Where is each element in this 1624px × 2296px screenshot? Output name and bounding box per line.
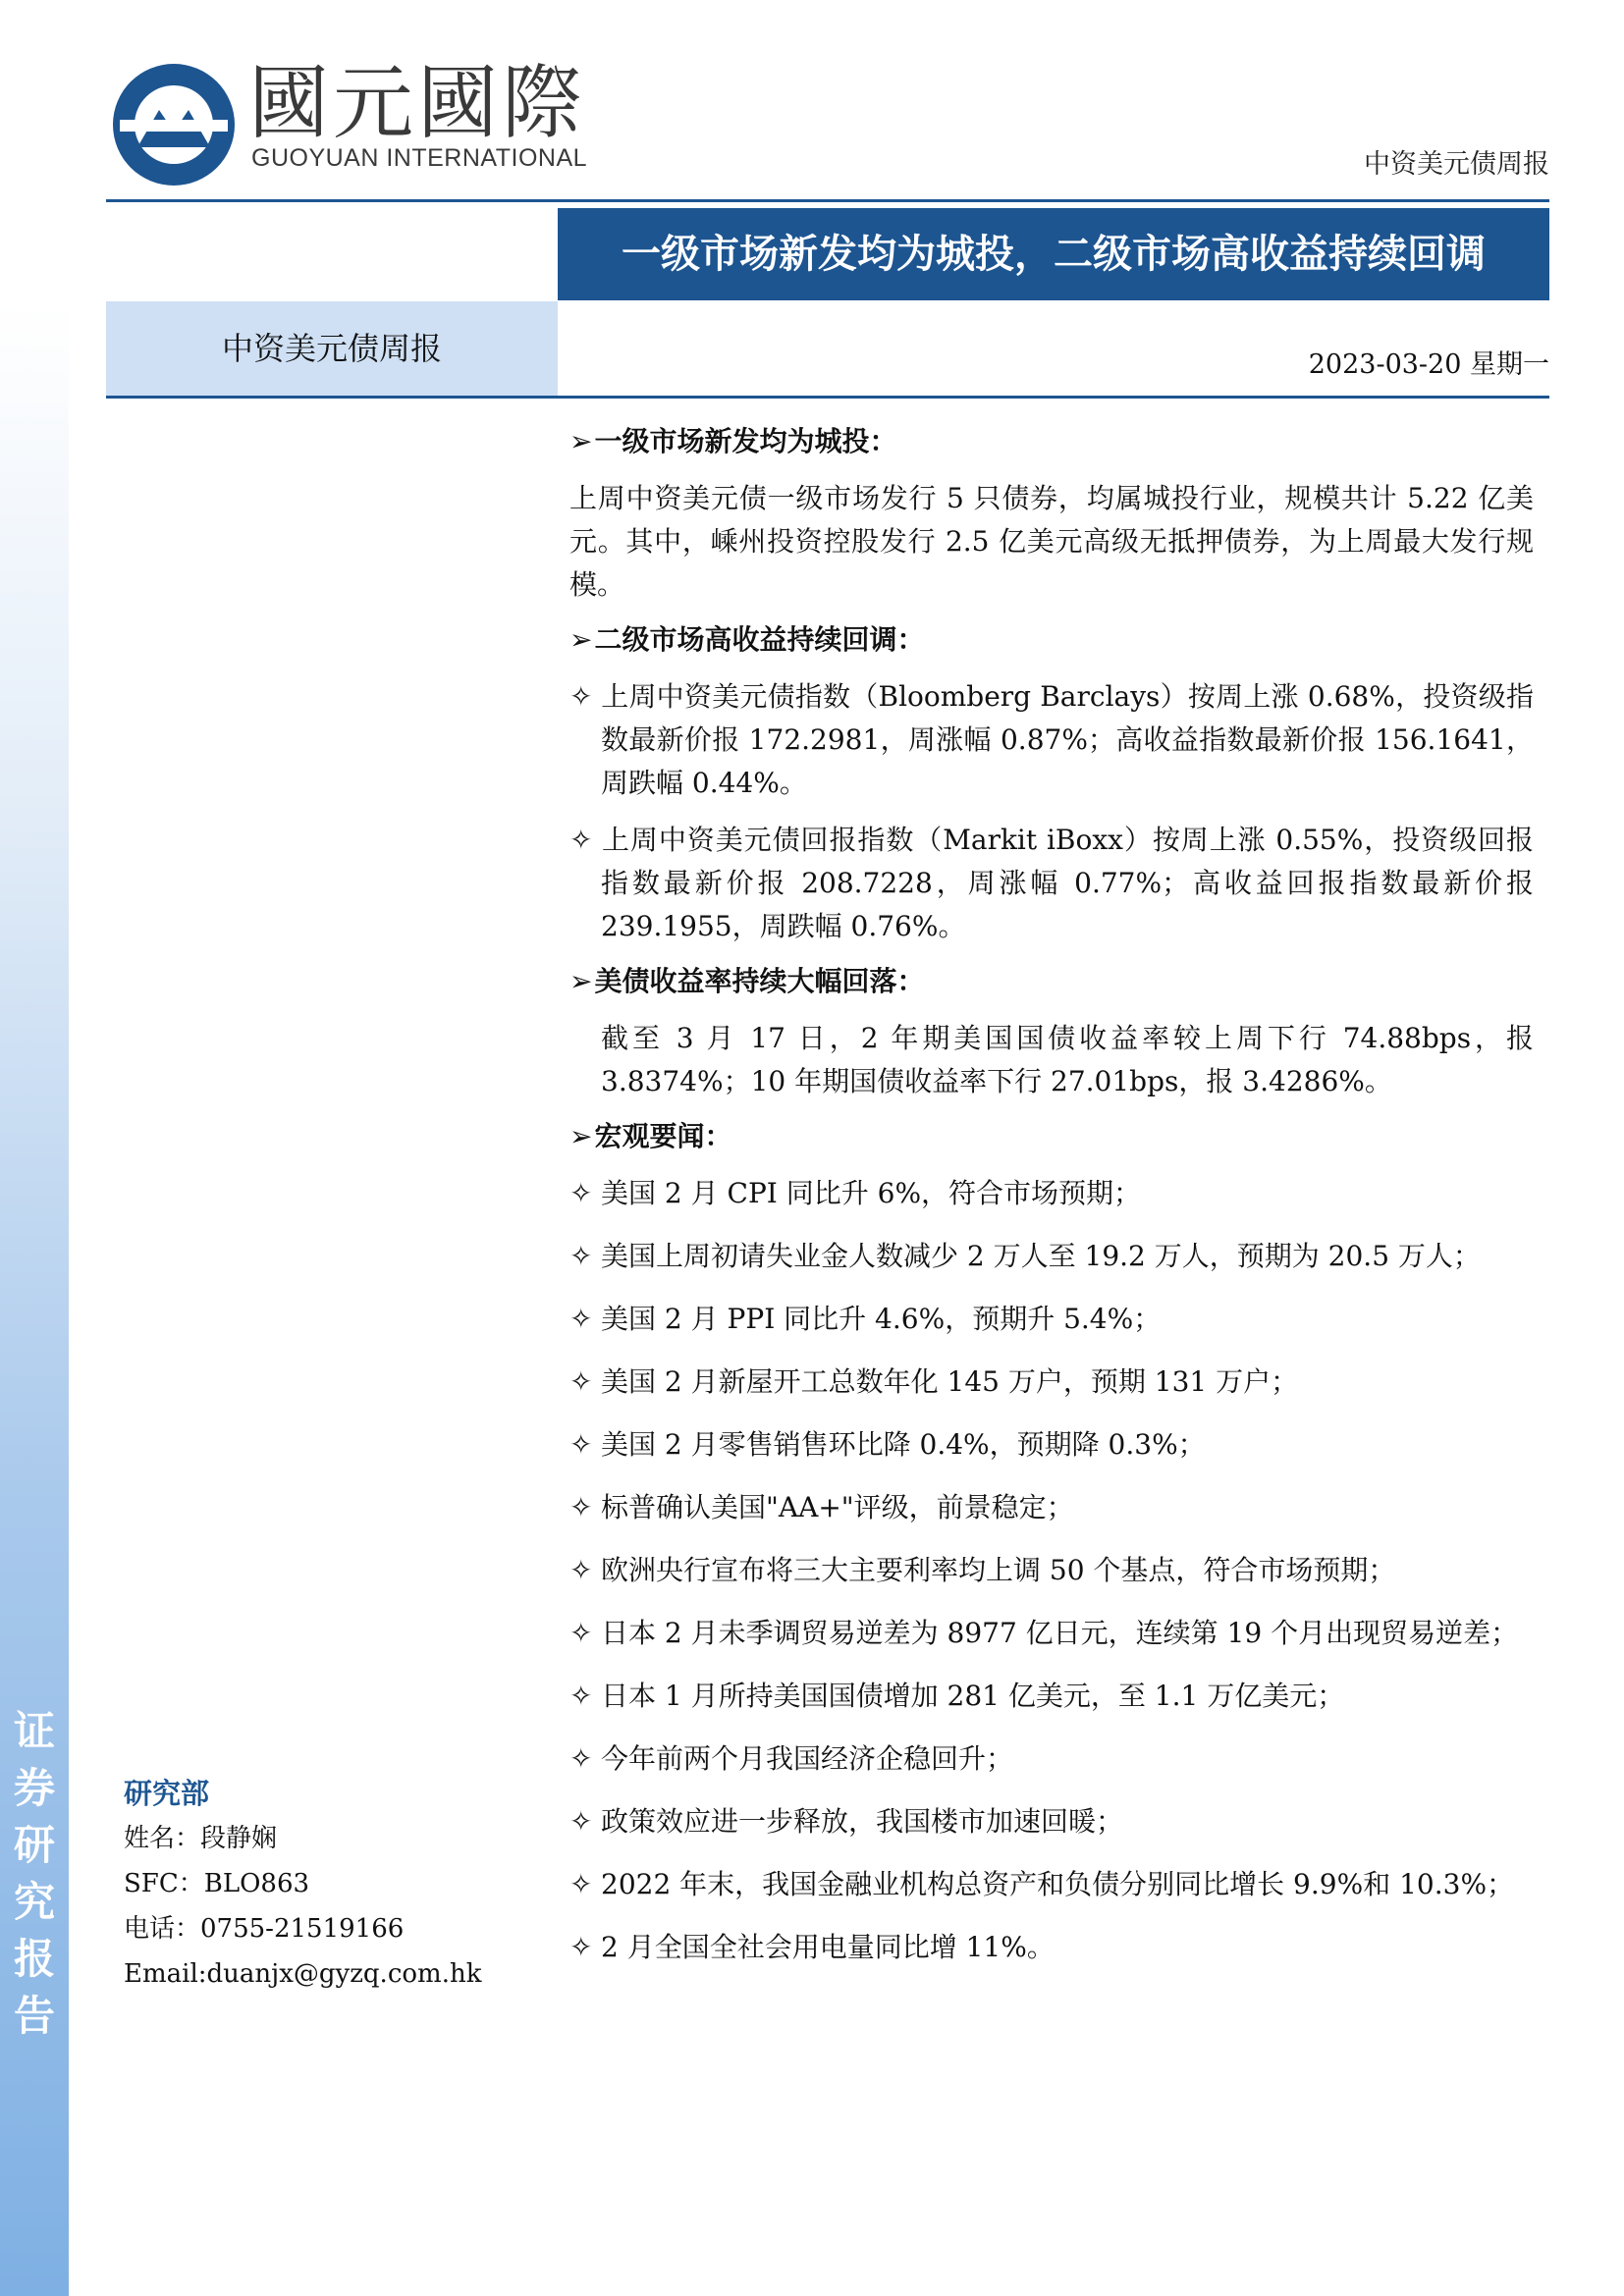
sfc-number: SFC：BLO863	[124, 1869, 310, 1898]
analyst-name: 姓名：段静娴	[124, 1824, 278, 1853]
phone-number: 电话：0755-21519166	[124, 1914, 405, 1944]
section-heading: ➢一级市场新发均为城投：	[569, 425, 897, 457]
list-item: ✧ 标普确认美国"AA+"评级，前景稳定；	[569, 1486, 1534, 1529]
arrowhead-icon: ➢	[569, 425, 593, 457]
section-heading: ➢美债收益率持续大幅回落：	[569, 965, 925, 997]
arrowhead-icon: ➢	[569, 1120, 593, 1152]
diamond-outline-icon: ✧	[569, 1428, 593, 1461]
contact-block	[124, 1771, 481, 1997]
list-item: ✧ 2 月全国全社会用电量同比增 11%。	[569, 1926, 1534, 1969]
department: 研究部	[124, 1777, 210, 1810]
diamond-outline-icon: ✧	[569, 1491, 593, 1523]
vertical-label: 证券研究报告	[13, 1707, 55, 2040]
diamond-outline-icon: ✧	[569, 1805, 593, 1838]
diamond-outline-icon: ✧	[569, 1680, 593, 1712]
logo-chinese-text: 國元國際	[248, 57, 587, 150]
report-type: 中资美元债周报	[1364, 149, 1549, 180]
title-divider	[106, 396, 1549, 399]
list-item: ✧ 美国 2 月 CPI 同比升 6%，符合市场预期；	[569, 1172, 1534, 1215]
report-title: 一级市场新发均为城投，二级市场高收益持续回调	[558, 208, 1549, 300]
list-item: ✧ 美国 2 月新屋开工总数年化 145 万户，预期 131 万户；	[569, 1361, 1534, 1404]
diamond-outline-icon: ✧	[569, 1177, 593, 1209]
logo-english-text: GUOYUAN INTERNATIONAL	[251, 144, 588, 172]
list-item: ✧ 今年前两个月我国经济企稳回升；	[569, 1737, 1534, 1781]
arrowhead-icon: ➢	[569, 965, 593, 997]
header-divider	[106, 199, 1549, 202]
list-item: ✧ 政策效应进一步释放，我国楼市加速回暖；	[569, 1800, 1534, 1843]
list-item: ✧ 美国上周初请失业金人数减少 2 万人至 19.2 万人，预期为 20.5 万人；	[569, 1235, 1534, 1278]
list-item: ✧ 上周中资美元债回报指数（Markit iBoxx）按周上涨 0.55%，投资级回报指数最新价报 208.7228，周涨幅 0.77%；高收益回报指数最新价报 239.1955，周跌幅 0.76%。	[569, 819, 1534, 948]
diamond-outline-icon: ✧	[569, 1931, 593, 1963]
list-item: ✧ 日本 1 月所持美国国债增加 281 亿美元，至 1.1 万亿美元；	[569, 1675, 1534, 1718]
diamond-outline-icon: ✧	[569, 1617, 593, 1649]
diamond-outline-icon: ✧	[569, 1365, 593, 1398]
list-item: ✧ 美国 2 月 PPI 同比升 4.6%，预期升 5.4%；	[569, 1298, 1534, 1341]
report-date: 2023-03-20 星期一	[1308, 349, 1549, 380]
diamond-outline-icon: ✧	[569, 1554, 593, 1586]
main-content	[569, 422, 1534, 1989]
arrowhead-icon: ➢	[569, 623, 593, 656]
section-heading: ➢宏观要闻：	[569, 1120, 732, 1152]
diamond-outline-icon: ✧	[569, 1240, 593, 1272]
list-item: ✧ 欧洲央行宣布将三大主要利率均上调 50 个基点，符合市场预期；	[569, 1549, 1534, 1592]
diamond-outline-icon: ✧	[569, 1868, 593, 1900]
diamond-outline-icon: ✧	[569, 680, 593, 713]
section-paragraph: 上周中资美元债一级市场发行 5 只债券，均属城投行业，规模共计 5.22 亿美元。其中，嵊州投资控股发行 2.5 亿美元高级无抵押债券，为上周最大发行规模。	[569, 482, 1534, 601]
list-item: ✧ 上周中资美元债指数（Bloomberg Barclays）按周上涨 0.68%，投资级指数最新价报 172.2981，周涨幅 0.87%；高收益指数最新价报 156.1641，周跌幅 0.44%。	[569, 675, 1534, 805]
diamond-outline-icon: ✧	[569, 1742, 593, 1775]
section-paragraph: 截至 3 月 17 日，2 年期美国国债收益率较上周下行 74.88bps，报 3.8374%；10 年期国债收益率下行 27.01bps，报 3.4286%。	[601, 1022, 1534, 1097]
list-item: ✧ 美国 2 月零售销售环比降 0.4%，预期降 0.3%；	[569, 1423, 1534, 1467]
list-item: ✧ 2022 年末，我国金融业机构总资产和负债分别同比增长 9.9%和 10.3%；	[569, 1863, 1534, 1906]
email-link[interactable]: Email:duanjx@gyzq.com.hk	[124, 1959, 482, 1989]
guoyuan-logo-icon	[110, 61, 238, 188]
report-subtitle: 中资美元债周报	[106, 301, 558, 396]
list-item: ✧ 日本 2 月未季调贸易逆差为 8977 亿日元，连续第 19 个月出现贸易逆差；	[569, 1612, 1534, 1655]
section-heading: ➢二级市场高收益持续回调：	[569, 623, 925, 656]
diamond-outline-icon: ✧	[569, 1303, 593, 1335]
diamond-outline-icon: ✧	[569, 824, 593, 856]
